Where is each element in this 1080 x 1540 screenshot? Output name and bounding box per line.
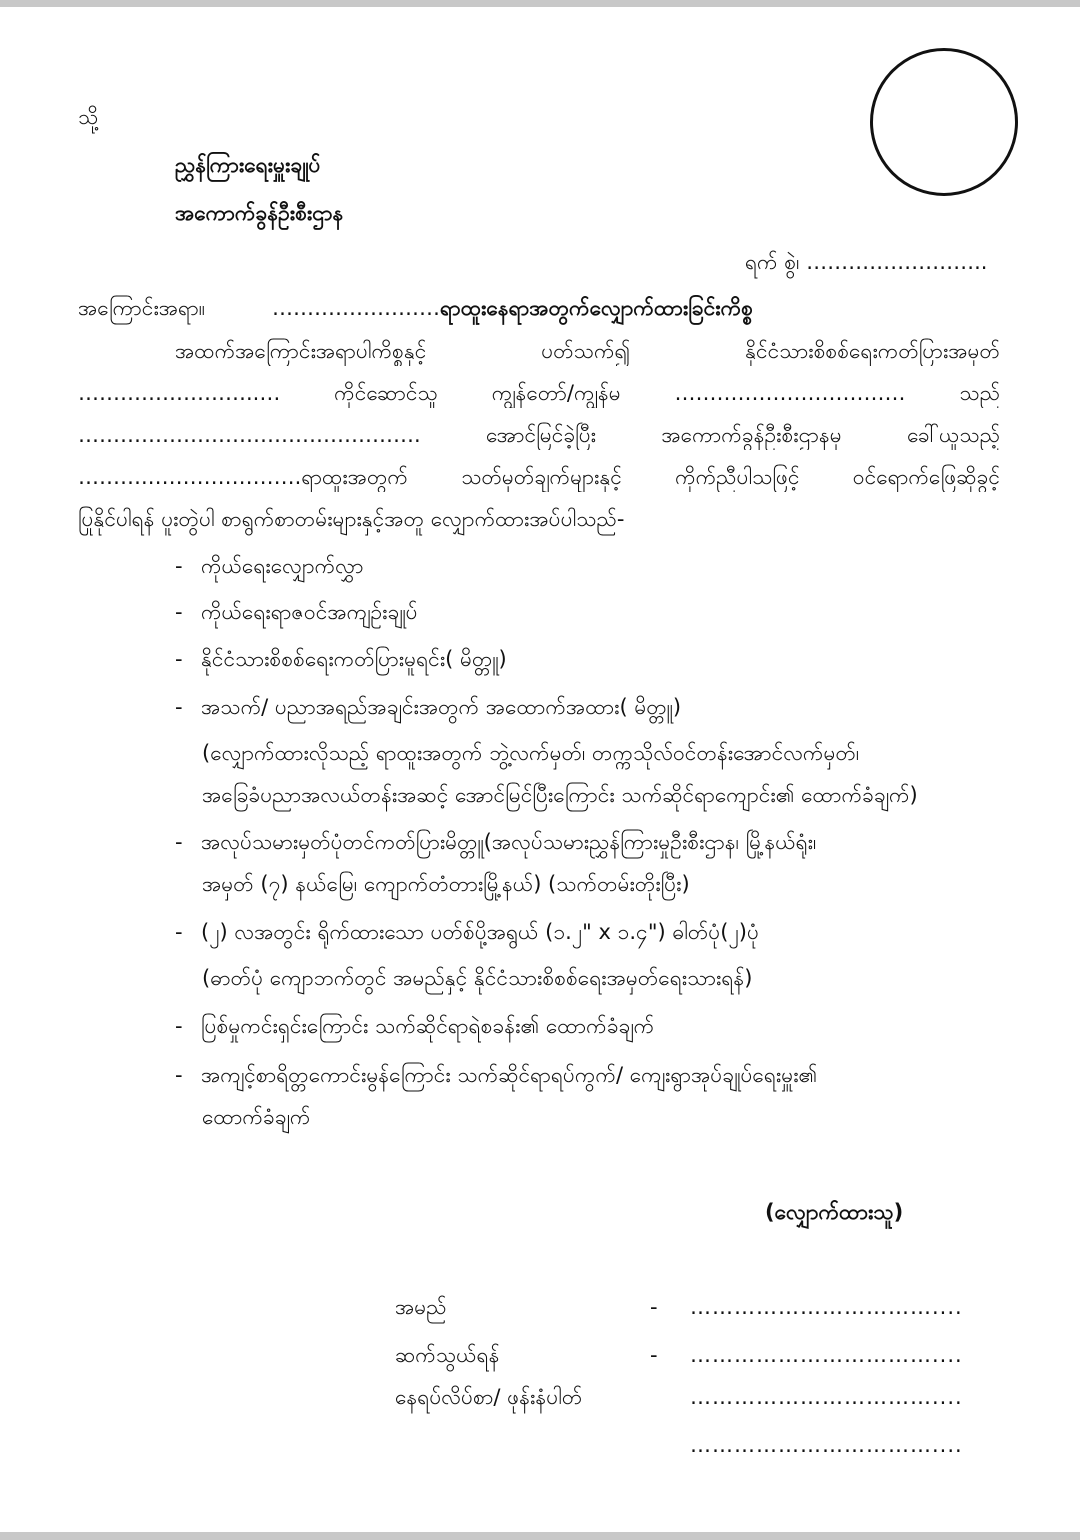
applicant-label: (လျှောက်ထားသူ)	[765, 1200, 904, 1224]
contact-label: ဆက်သွယ်ရန်	[395, 1343, 500, 1367]
recipient-to: သို့	[78, 105, 99, 129]
recipient-department: အကောက်ခွန်ဦးစီးဌာန	[175, 201, 344, 225]
subject-label: အကြောင်းအရာ။	[78, 296, 206, 320]
address-phone-field: ……………………………....	[690, 1385, 963, 1409]
attachment-item: - အသက်/ ပညာအရည်အချင်းအတွက် အထောက်အထား( မိတ္တူ)	[175, 695, 682, 719]
photo-placeholder-circle	[870, 48, 1018, 196]
body-line-3: …………………………………………. အောင်မြင်ခဲ့ပြီး အကောက်ခွန်ဦးစီးဌာနမှ ခေါ်ယူသည့်	[78, 423, 1000, 447]
subject-line	[272, 293, 753, 323]
attachment-note: အမှတ် (၇) နယ်မြေ၊ ကျောက်တံတားမြို့နယ်) (သက်တမ်းတိုးပြီး)	[202, 872, 690, 896]
recipient-title: ညွှန်ကြားရေးမှူးချုပ်	[175, 153, 321, 177]
contact-dash: -	[650, 1343, 658, 1367]
attachment-item: - ပြစ်မှုကင်းရှင်းကြောင်း သက်ဆိုင်ရာရဲစခန်း၏ ထောက်ခံချက်	[175, 1014, 655, 1038]
attachment-note: (လျှောက်ထားလိုသည့် ရာထူးအတွက် ဘွဲ့လက်မှတ်၊ တက္ကသိုလ်ဝင်တန်းအောင်လက်မှတ်၊	[202, 741, 860, 765]
page-top-edge	[0, 0, 1080, 7]
attachment-item: - ကိုယ်ရေးလျှောက်လွှာ	[175, 554, 364, 578]
attachment-item: - နိုင်ငံသားစိစစ်ရေးကတ်ပြားမူရင်း( မိတ္တူ)	[175, 647, 507, 671]
attachment-note: (ဓာတ်ပုံ ကျောဘက်တွင် အမည်နှင့် နိုင်ငံသားစိစစ်ရေးအမှတ်ရေးသားရန်)	[202, 966, 753, 990]
subject-dots: ……………………	[272, 296, 440, 320]
attachment-item: - အကျင့်စာရိတ္တကောင်းမွန်ကြောင်း သက်ဆိုင်ရာရပ်ကွက်/ ကျေးရွာအုပ်ချုပ်ရေးမှူး၏	[175, 1063, 818, 1087]
contact-field: ……………………………....	[690, 1343, 963, 1367]
page-bottom-edge	[0, 1532, 1080, 1540]
address-extra-field: ……………………………....	[690, 1433, 963, 1457]
attachment-item: - (၂) လအတွင်း ရိုက်ထားသော ပတ်စ်ပို့အရွယ် (၁.၂" x ၁.၄") ဓါတ်ပုံ(၂)ပုံ	[175, 920, 759, 944]
address-phone-label: နေရပ်လိပ်စာ/ ဖုန်းနံပါတ်	[395, 1385, 583, 1409]
name-dash: -	[650, 1295, 658, 1319]
name-field: ……………………………....	[690, 1295, 963, 1319]
attachment-item: - အလုပ်သမားမှတ်ပုံတင်ကတ်ပြားမိတ္တူ(အလုပ်သမားညွှန်ကြားမှုဦးစီးဌာန၊ မြို့နယ်ရုံး၊	[175, 830, 817, 854]
date-line: ရက် စွဲ၊ ……………………..	[745, 250, 988, 274]
subject-text: ရာထူးနေရာအတွက်လျှောက်ထားခြင်းကိစ္စ	[440, 296, 753, 320]
body-line-1: အထက်အကြောင်းအရာပါကိစ္စနှင့် ပတ်သက်၍ နိုင်ငံသားစိစစ်ရေးကတ်ပြားအမှတ်	[175, 339, 1000, 363]
body-line-4: ……….………………….ရာထူးအတွက် သတ်မှတ်ချက်များနှင့် ကိုက်ညီပါသဖြင့် ဝင်ရောက်ဖြေဆိုခွင့်	[78, 465, 1000, 489]
attachment-item: - ကိုယ်ရေးရာဇဝင်အကျဉ်းချုပ်	[175, 600, 418, 624]
body-line-2: ……………………..… ကိုင်ဆောင်သူ ကျွန်တော်/ကျွန်မ …………………………… သည်	[78, 381, 1000, 405]
attachment-note: အခြေခံပညာအလယ်တန်းအဆင့် အောင်မြင်ပြီးကြောင်း သက်ဆိုင်ရာကျောင်း၏ ထောက်ခံချက်)	[202, 783, 918, 807]
attachment-note: ထောက်ခံချက်	[202, 1105, 311, 1129]
name-label: အမည်	[395, 1295, 447, 1319]
body-line-5: ပြုနိုင်ပါရန် ပူးတွဲပါ စာရွက်စာတမ်းများနှင့်အတူ လျှောက်ထားအပ်ပါသည်-	[78, 507, 625, 531]
